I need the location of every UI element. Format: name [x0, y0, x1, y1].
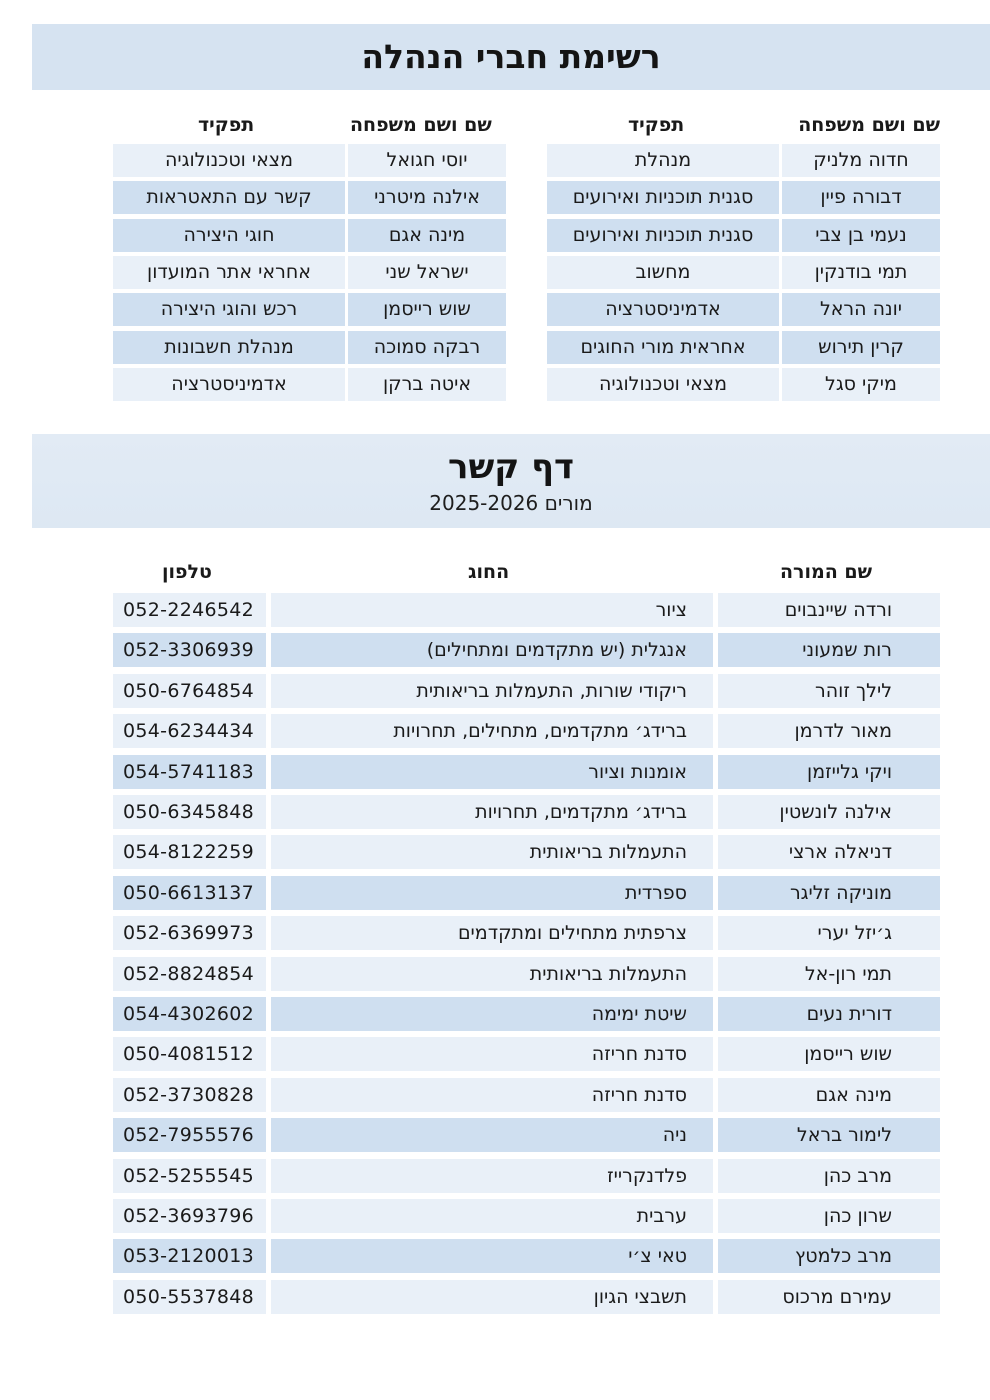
course-cell: ברידג׳ מתקדמים, מתחילים, תחרויות — [271, 714, 713, 748]
course-cell: התעמלות בריאותית — [271, 835, 713, 869]
course-cell: ספרדית — [271, 876, 713, 910]
mgmt-left-name-cell: יוסי חגואל — [348, 144, 506, 177]
mgmt-right-name-cell: נעמי בן צבי — [782, 219, 940, 252]
mgmt-left-role-header: תפקיד — [198, 114, 255, 136]
mgmt-right-name-cell: תמי בודנקין — [782, 256, 940, 289]
mgmt-left-name-cell: איטה ברקן — [348, 368, 506, 401]
teacher-name-cell: עמירם מרכוס — [718, 1280, 940, 1314]
course-cell: ריקודי שורות, התעמלות בריאותית — [271, 674, 713, 708]
contacts-title: דף קשר — [447, 447, 575, 487]
mgmt-right-role-cell: אחראית מורי החוגים — [547, 331, 779, 364]
teacher-name-cell: מינה אגם — [718, 1078, 940, 1112]
teacher-name-header: שם המורה — [780, 561, 873, 583]
teacher-name-cell: דורית נעים — [718, 997, 940, 1031]
mgmt-left-name-cell: מינה אגם — [348, 219, 506, 252]
teacher-name-cell: מרב כהן — [718, 1159, 940, 1193]
mgmt-left-role-cell: קשר עם התאטראות — [113, 181, 345, 214]
phone-cell: 054-5741183 — [113, 755, 266, 789]
phone-cell: 050-6613137 — [113, 876, 266, 910]
teacher-name-cell: תמי רון-אל — [718, 957, 940, 991]
course-header: החוג — [468, 561, 510, 583]
mgmt-left-name-cell: רבקה סמוכה — [348, 331, 506, 364]
teacher-name-cell: שוש רייסמן — [718, 1037, 940, 1071]
mgmt-right-name-cell: חדוה מלניק — [782, 144, 940, 177]
mgmt-right-name-cell: מיקי סגל — [782, 368, 940, 401]
mgmt-right-role-cell: מצאי וטכנולוגיה — [547, 368, 779, 401]
contacts-subtitle: מורים 2025-2026 — [429, 491, 593, 515]
phone-cell: 052-3306939 — [113, 633, 266, 667]
phone-cell: 053-2120013 — [113, 1239, 266, 1273]
mgmt-left-name-header: שם ושם משפחה — [350, 114, 492, 136]
phone-cell: 052-8824854 — [113, 957, 266, 991]
mgmt-right-name-header: שם ושם משפחה — [798, 114, 940, 136]
teacher-name-cell: אילנה לונשטין — [718, 795, 940, 829]
phone-cell: 050-5537848 — [113, 1280, 266, 1314]
contacts-title-banner — [32, 434, 990, 528]
course-cell: אומנות וציור — [271, 755, 713, 789]
course-cell: פלדנקרייז — [271, 1159, 713, 1193]
phone-cell: 054-8122259 — [113, 835, 266, 869]
teacher-name-cell: שרון כהן — [718, 1199, 940, 1233]
phone-cell: 052-5255545 — [113, 1159, 266, 1193]
teacher-name-cell: רות שמעוני — [718, 633, 940, 667]
mgmt-right-role-cell: סגנית תוכניות ואירועים — [547, 181, 779, 214]
course-cell: תשבצי הגיון — [271, 1280, 713, 1314]
course-cell: שיטת ימימה — [271, 997, 713, 1031]
teacher-name-cell: ורדה שיינבוים — [718, 593, 940, 627]
phone-cell: 052-6369973 — [113, 916, 266, 950]
mgmt-left-role-cell: רכש והוגי היצירה — [113, 293, 345, 326]
course-cell: ניה — [271, 1118, 713, 1152]
teacher-name-cell: ויקי גלייזמן — [718, 755, 940, 789]
mgmt-left-role-cell: מצאי וטכנולוגיה — [113, 144, 345, 177]
management-title: רשימת חברי הנהלה — [361, 37, 661, 76]
phone-header: טלפון — [162, 561, 212, 583]
course-cell: ערבית — [271, 1199, 713, 1233]
phone-cell: 054-4302602 — [113, 997, 266, 1031]
mgmt-right-role-cell: מנהלת — [547, 144, 779, 177]
phone-cell: 050-4081512 — [113, 1037, 266, 1071]
course-cell: אנגלית (יש מתקדמים ומתחילים) — [271, 633, 713, 667]
teacher-name-cell: ג׳יזל יערי — [718, 916, 940, 950]
course-cell: ציור — [271, 593, 713, 627]
mgmt-left-name-cell: שוש רייסמן — [348, 293, 506, 326]
phone-cell: 052-3730828 — [113, 1078, 266, 1112]
management-title-banner — [32, 24, 990, 90]
mgmt-right-name-cell: קרין תירוש — [782, 331, 940, 364]
phone-cell: 050-6345848 — [113, 795, 266, 829]
course-cell: ברידג׳ מתקדמים, תחרויות — [271, 795, 713, 829]
phone-cell: 050-6764854 — [113, 674, 266, 708]
mgmt-left-name-cell: ישראל שני — [348, 256, 506, 289]
mgmt-right-name-cell: יונה הראל — [782, 293, 940, 326]
phone-cell: 052-3693796 — [113, 1199, 266, 1233]
teacher-name-cell: מאור לדרמן — [718, 714, 940, 748]
course-cell: סדנת חריזה — [271, 1078, 713, 1112]
teacher-name-cell: לימור בראל — [718, 1118, 940, 1152]
mgmt-left-role-cell: חוגי היצירה — [113, 219, 345, 252]
mgmt-right-role-cell: אדמיניסטרציה — [547, 293, 779, 326]
mgmt-left-name-cell: אילנה מיטרני — [348, 181, 506, 214]
phone-cell: 052-2246542 — [113, 593, 266, 627]
course-cell: צרפתית מתחילים ומתקדמים — [271, 916, 713, 950]
mgmt-right-role-header: תפקיד — [628, 114, 685, 136]
mgmt-left-role-cell: מנהלת חשבונות — [113, 331, 345, 364]
course-cell: טאי צ׳י — [271, 1239, 713, 1273]
course-cell: התעמלות בריאותית — [271, 957, 713, 991]
mgmt-left-role-cell: אדמיניסטרציה — [113, 368, 345, 401]
phone-cell: 054-6234434 — [113, 714, 266, 748]
course-cell: סדנת חריזה — [271, 1037, 713, 1071]
mgmt-right-role-cell: מחשוב — [547, 256, 779, 289]
teacher-name-cell: דניאלה ארצי — [718, 835, 940, 869]
mgmt-right-name-cell: דבורה פיין — [782, 181, 940, 214]
teacher-name-cell: מרב כלמטץ — [718, 1239, 940, 1273]
phone-cell: 052-7955576 — [113, 1118, 266, 1152]
mgmt-left-role-cell: אחראי אתר המועדון — [113, 256, 345, 289]
mgmt-right-role-cell: סגנית תוכניות ואירועים — [547, 219, 779, 252]
teacher-name-cell: לילך זוהר — [718, 674, 940, 708]
teacher-name-cell: מוניקה זליגר — [718, 876, 940, 910]
